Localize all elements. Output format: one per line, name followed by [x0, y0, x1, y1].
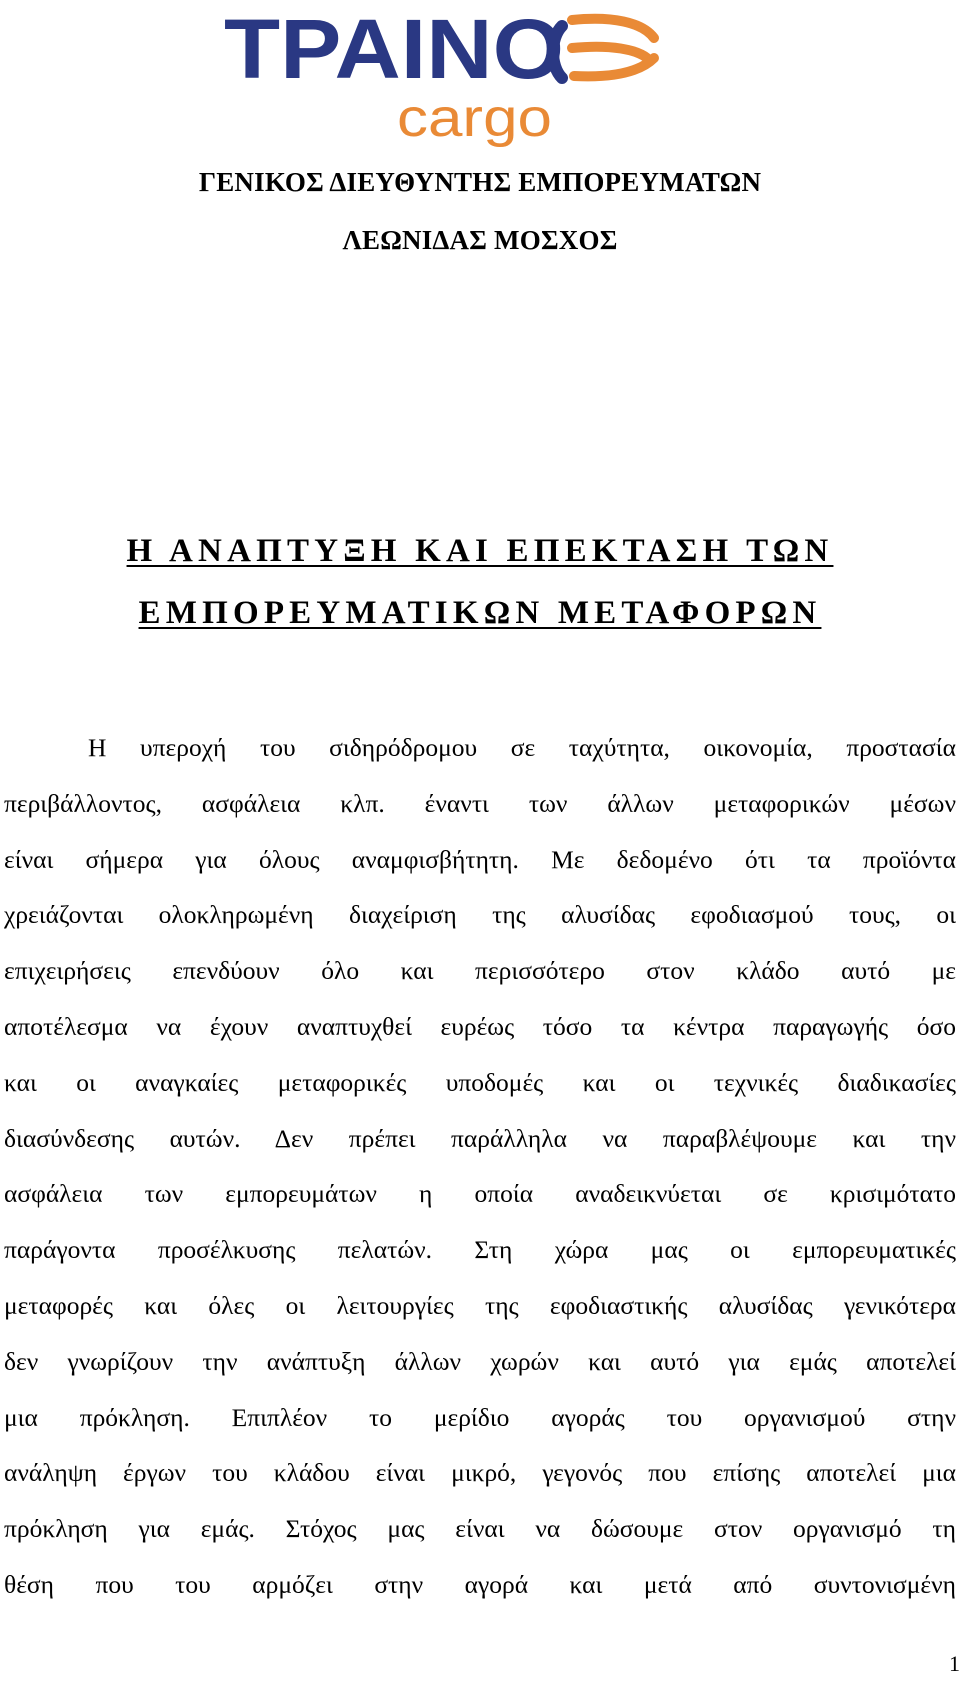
- document-title-line-1: [0, 531, 960, 571]
- body-line: θέση που του αρμόζει στην αγορά και μετά από συντονισμένη: [4, 1569, 956, 1599]
- trainose-cargo-logo: [222, 8, 712, 148]
- header-director-name: ΛΕΩΝΙΔΑΣ ΜΟΣΧΟΣ: [342, 225, 618, 255]
- logo-secondary-text: cargo: [397, 88, 552, 148]
- body-line: ασφάλεια των εμπορευμάτων η οποία αναδεικνύεται σε κρισιμότατο: [4, 1179, 956, 1209]
- body-line: μια πρόκληση. Επιπλέον το μερίδιο αγοράς του οργανισμού στην: [4, 1402, 956, 1432]
- logo-primary-text: ΤΡΑΙΝΟ: [224, 8, 564, 96]
- body-line: πρόκληση για εμάς. Στόχος μας είναι να δώσουμε στον οργανισμό τη: [4, 1514, 956, 1544]
- body-line: Η υπεροχή του σιδηρόδρομου σε ταχύτητα, οικονομία, προστασία: [88, 733, 956, 762]
- body-line: αποτέλεσμα να έχουν αναπτυχθεί ευρέως τόσο τα κέντρα παραγωγής όσο: [4, 1011, 956, 1041]
- page-number: 1: [949, 1651, 960, 1676]
- body-line: μεταφορές και όλες οι λειτουργίες της εφοδιαστικής αλυσίδας γενικότερα: [4, 1290, 956, 1320]
- document-title-line-2-text: ΕΜΠΟΡΕΥΜΑΤΙΚΩΝ ΜΕΤΑΦΟΡΩΝ: [138, 595, 822, 631]
- body-line: και οι αναγκαίες μεταφορικές υποδομές και οι τεχνικές διαδικασίες: [4, 1067, 956, 1097]
- body-line: επιχειρήσεις επενδύουν όλο και περισσότερο στον κλάδο αυτό με: [4, 956, 956, 986]
- body-line: χρειάζονται ολοκληρωμένη διαχείριση της αλυσίδας εφοδιασμού τους, οι: [4, 900, 956, 930]
- body-line: περιβάλλοντος, ασφάλεια κλπ. έναντι των άλλων μεταφορικών μέσων: [4, 788, 956, 818]
- body-line: ανάληψη έργων του κλάδου είναι μικρό, γεγονός που επίσης αποτελεί μια: [4, 1458, 956, 1488]
- body-line: δεν γνωρίζουν την ανάπτυξη άλλων χωρών και αυτό για εμάς αποτελεί: [4, 1346, 956, 1376]
- body-line: παράγοντα προσέλκυσης πελατών. Στη χώρα μας οι εμπορευματικές: [4, 1235, 956, 1265]
- body-paragraph: [4, 720, 956, 1613]
- logo-image: [222, 8, 712, 148]
- body-line: διασύνδεσης αυτών. Δεν πρέπει παράλληλα να παραβλέψουμε και την: [4, 1123, 956, 1153]
- body-line: είναι σήμερα για όλους αναμφισβήτητη. Με δεδομένο ότι τα προϊόντα: [4, 844, 956, 874]
- logo-swoosh: [553, 19, 654, 78]
- header-director-title: ΓΕΝΙΚΟΣ ΔΙΕΥΘΥΝΤΗΣ ΕΜΠΟΡΕΥΜΑΤΩΝ: [198, 167, 762, 197]
- document-title-line-2: [0, 593, 960, 633]
- document-title-line-1-text: Η ΑΝΑΠΤΥΞΗ ΚΑΙ ΕΠΕΚΤΑΣΗ ΤΩΝ: [126, 533, 834, 569]
